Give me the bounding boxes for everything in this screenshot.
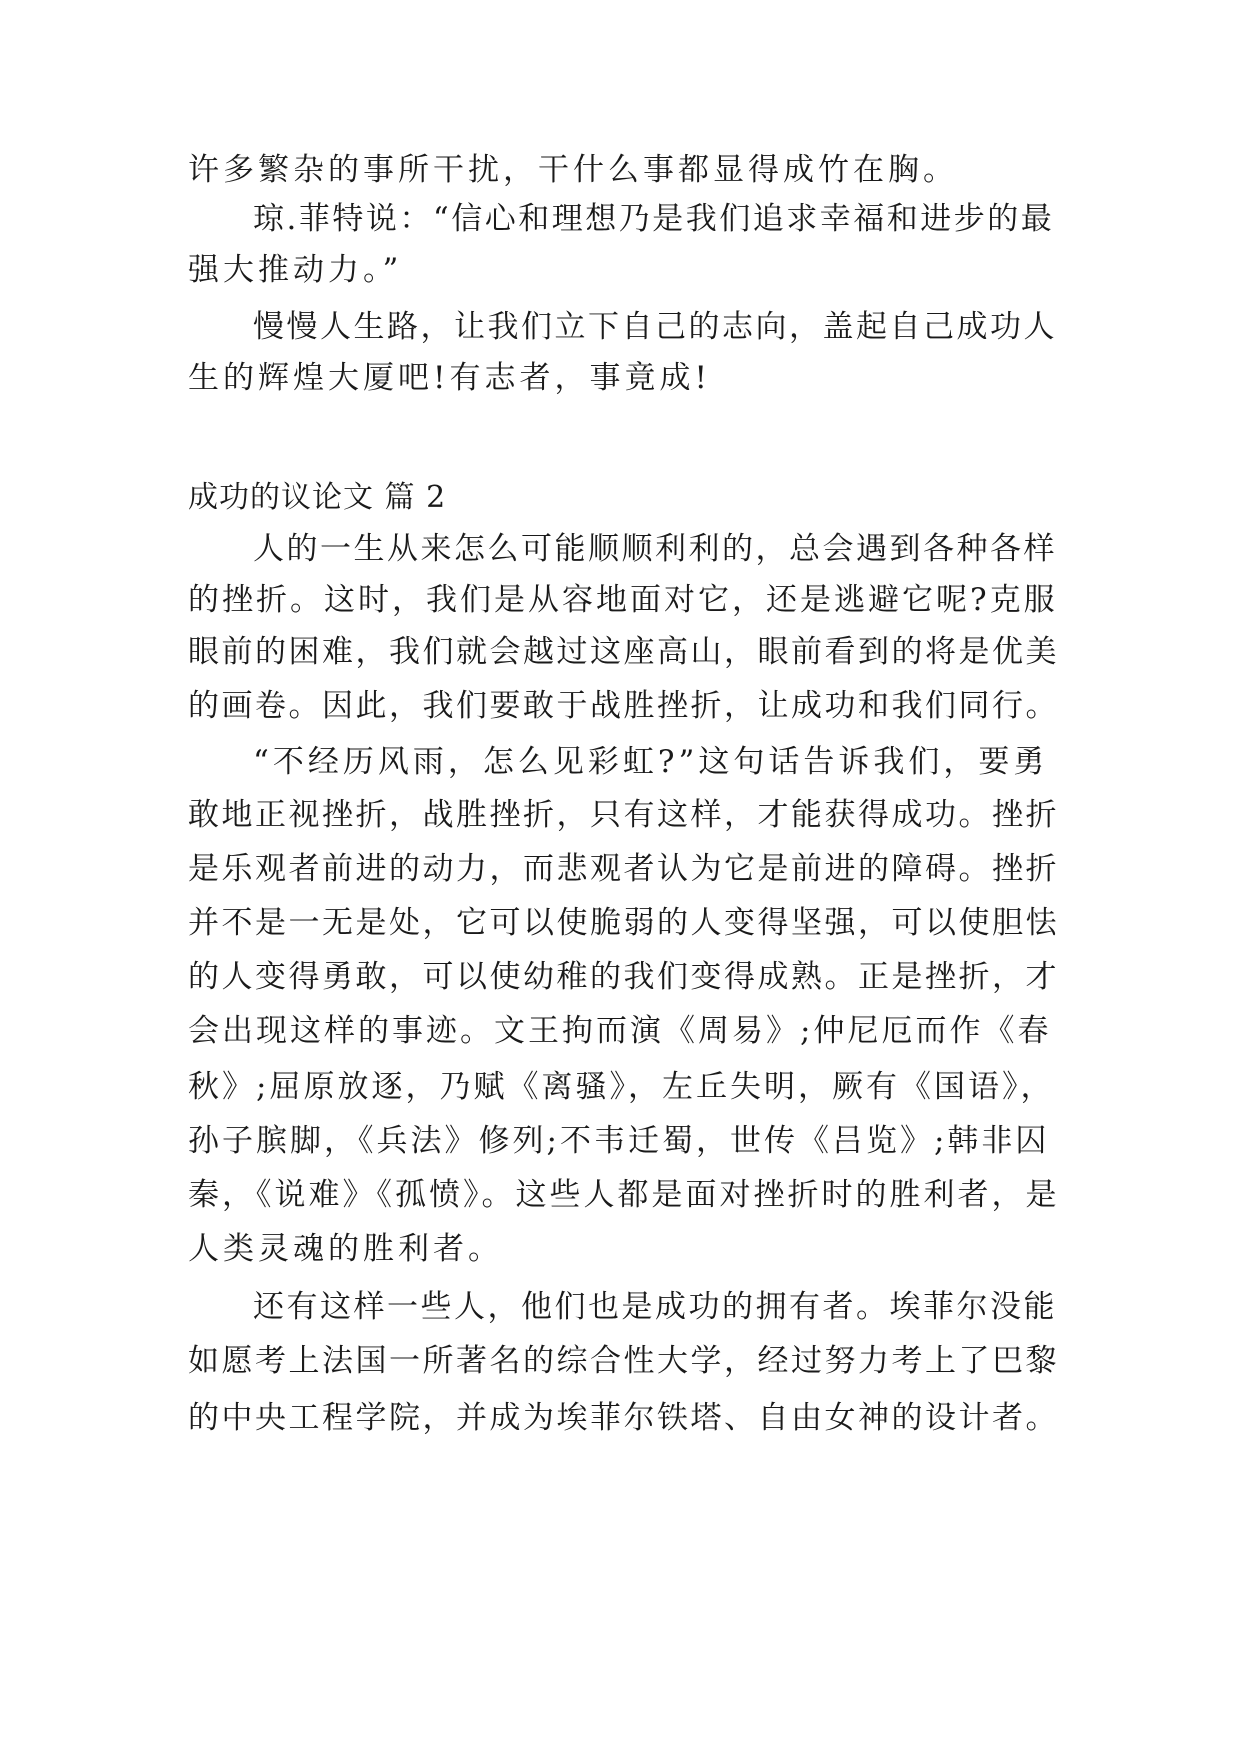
text-line: 如愿考上法国一所著名的综合性大学，经过努力考上了巴黎 bbox=[188, 1343, 1059, 1379]
text-line: 秦，《说难》《孤愤》。这些人都是面对挫折时的胜利者，是 bbox=[188, 1177, 1060, 1213]
text-line: 的挫折。这时，我们是从容地面对它，还是逃避它呢?克服 bbox=[188, 582, 1058, 618]
text-line: 强大推动力。” bbox=[188, 252, 403, 288]
text-line: 人的一生从来怎么可能顺顺利利的，总会遇到各种各样 bbox=[253, 531, 1057, 567]
text-line: 眼前的困难，我们就会越过这座高山，眼前看到的将是优美 bbox=[188, 634, 1059, 670]
text-line: 是乐观者前进的动力，而悲观者认为它是前进的障碍。挫折 bbox=[188, 851, 1059, 887]
text-line: 秋》;屈原放逐，乃赋《离骚》，左丘失明，厥有《国语》， bbox=[188, 1069, 1055, 1105]
text-line: 生的辉煌大厦吧!有志者，事竟成! bbox=[188, 360, 711, 396]
text-line: 慢慢人生路，让我们立下自己的志向，盖起自己成功人 bbox=[253, 309, 1057, 345]
text-line: 的人变得勇敢，可以使幼稚的我们变得成熟。正是挫折，才 bbox=[188, 959, 1059, 995]
text-line: 的中央工程学院，并成为埃菲尔铁塔、自由女神的设计者。 bbox=[188, 1400, 1059, 1436]
text-line: 琼.菲特说：“信心和理想乃是我们追求幸福和进步的最 bbox=[253, 201, 1055, 237]
text-line: 并不是一无是处，它可以使脆弱的人变得坚强，可以使胆怯 bbox=[188, 905, 1059, 941]
text-line: 还有这样一些人，他们也是成功的拥有者。埃菲尔没能 bbox=[253, 1289, 1057, 1325]
text-line: 孙子膑脚，《兵法》修列;不韦迁蜀，世传《吕览》;韩非囚 bbox=[188, 1123, 1050, 1159]
text-line: 敢地正视挫折，战胜挫折，只有这样，才能获得成功。挫折 bbox=[188, 797, 1059, 833]
text-line: 会出现这样的事迹。文王拘而演《周易》;仲尼厄而作《春 bbox=[188, 1013, 1052, 1049]
text-line: “不经历风雨，怎么见彩虹?”这句话告诉我们，要勇 bbox=[253, 744, 1049, 780]
text-line: 许多繁杂的事所干扰，干什么事都显得成竹在胸。 bbox=[188, 152, 958, 188]
text-line: 的画卷。因此，我们要敢于战胜挫折，让成功和我们同行。 bbox=[188, 688, 1059, 724]
section-heading: 成功的议论文 篇 2 bbox=[188, 480, 447, 515]
text-line: 人类灵魂的胜利者。 bbox=[188, 1231, 503, 1267]
